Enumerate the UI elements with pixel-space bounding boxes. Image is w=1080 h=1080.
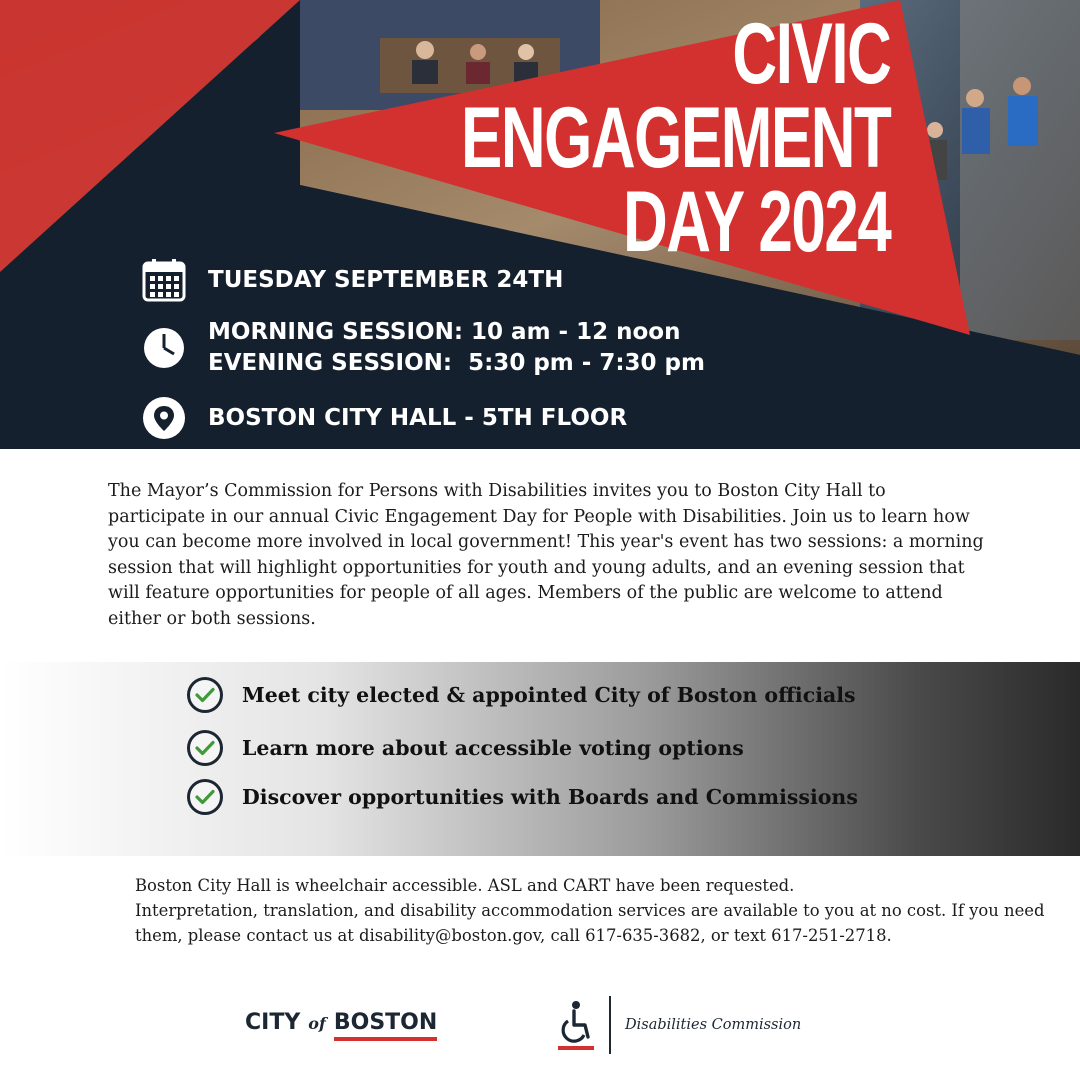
check-circle-icon bbox=[187, 677, 223, 713]
benefit-item bbox=[187, 730, 744, 766]
logo-city-word: CITY bbox=[245, 1010, 301, 1035]
event-title bbox=[294, 6, 890, 270]
benefit-text: Meet city elected & appointed City of Boston officials bbox=[242, 683, 856, 707]
clock-icon bbox=[142, 326, 186, 370]
accessibility-note-1: Boston City Hall is wheelchair accessible. ASL and CART have been requested. bbox=[135, 876, 795, 895]
location-pin-icon bbox=[142, 396, 186, 440]
check-circle-icon bbox=[187, 730, 223, 766]
event-description: The Mayor’s Commission for Persons with Disabilities invites you to Boston City Hall to participate in our annual Civic Engagement Day for People with Disabilities. Join us to learn how you can become more involved in local government! This year's event has two sessions: a morning session that will highlight opportunities for youth and young adults, and an evening session that will feature opportunities for people of all ages. Members of the public are welcome to attend either or both sessions. bbox=[108, 481, 984, 629]
morning-session: MORNING SESSION: 10 am - 12 noon bbox=[208, 319, 681, 345]
disabilities-commission-logo bbox=[555, 996, 801, 1054]
check-circle-icon bbox=[187, 779, 223, 815]
event-location: BOSTON CITY HALL - 5TH FLOOR bbox=[208, 404, 628, 431]
event-sessions-row bbox=[142, 317, 705, 379]
benefits-band bbox=[0, 662, 1080, 856]
title-line-3: DAY 2024 bbox=[622, 174, 890, 270]
logo-boston-word: BOSTON bbox=[334, 1010, 437, 1041]
event-date: TUESDAY SEPTEMBER 24TH bbox=[208, 266, 564, 293]
event-date-row bbox=[142, 258, 563, 302]
evening-session: EVENING SESSION: 5:30 pm - 7:30 pm bbox=[208, 350, 705, 376]
city-of-boston-logo bbox=[245, 1010, 437, 1041]
accessibility-note-2: Interpretation, translation, and disability accommodation services are available to you at no cost. If you need them, please contact us at disability@boston.gov, call 617-635-3682, or text 617-251-2718. bbox=[135, 901, 1045, 945]
benefit-item bbox=[187, 779, 858, 815]
logo-divider bbox=[609, 996, 611, 1054]
wheelchair-icon bbox=[555, 997, 597, 1053]
event-location-row bbox=[142, 396, 627, 440]
benefit-text: Learn more about accessible voting options bbox=[242, 736, 744, 760]
event-sessions bbox=[208, 317, 705, 379]
calendar-icon bbox=[142, 258, 186, 302]
logo-of-word: of bbox=[308, 1014, 326, 1033]
title-line-1: CIVIC bbox=[732, 6, 890, 102]
benefit-text: Discover opportunities with Boards and Commissions bbox=[242, 785, 858, 809]
accessibility-notes bbox=[135, 873, 1045, 948]
title-line-2: ENGAGEMENT bbox=[460, 90, 890, 186]
commission-name: Disabilities Commission bbox=[625, 1017, 802, 1033]
hero-banner bbox=[0, 0, 1080, 449]
benefit-item bbox=[187, 677, 856, 713]
